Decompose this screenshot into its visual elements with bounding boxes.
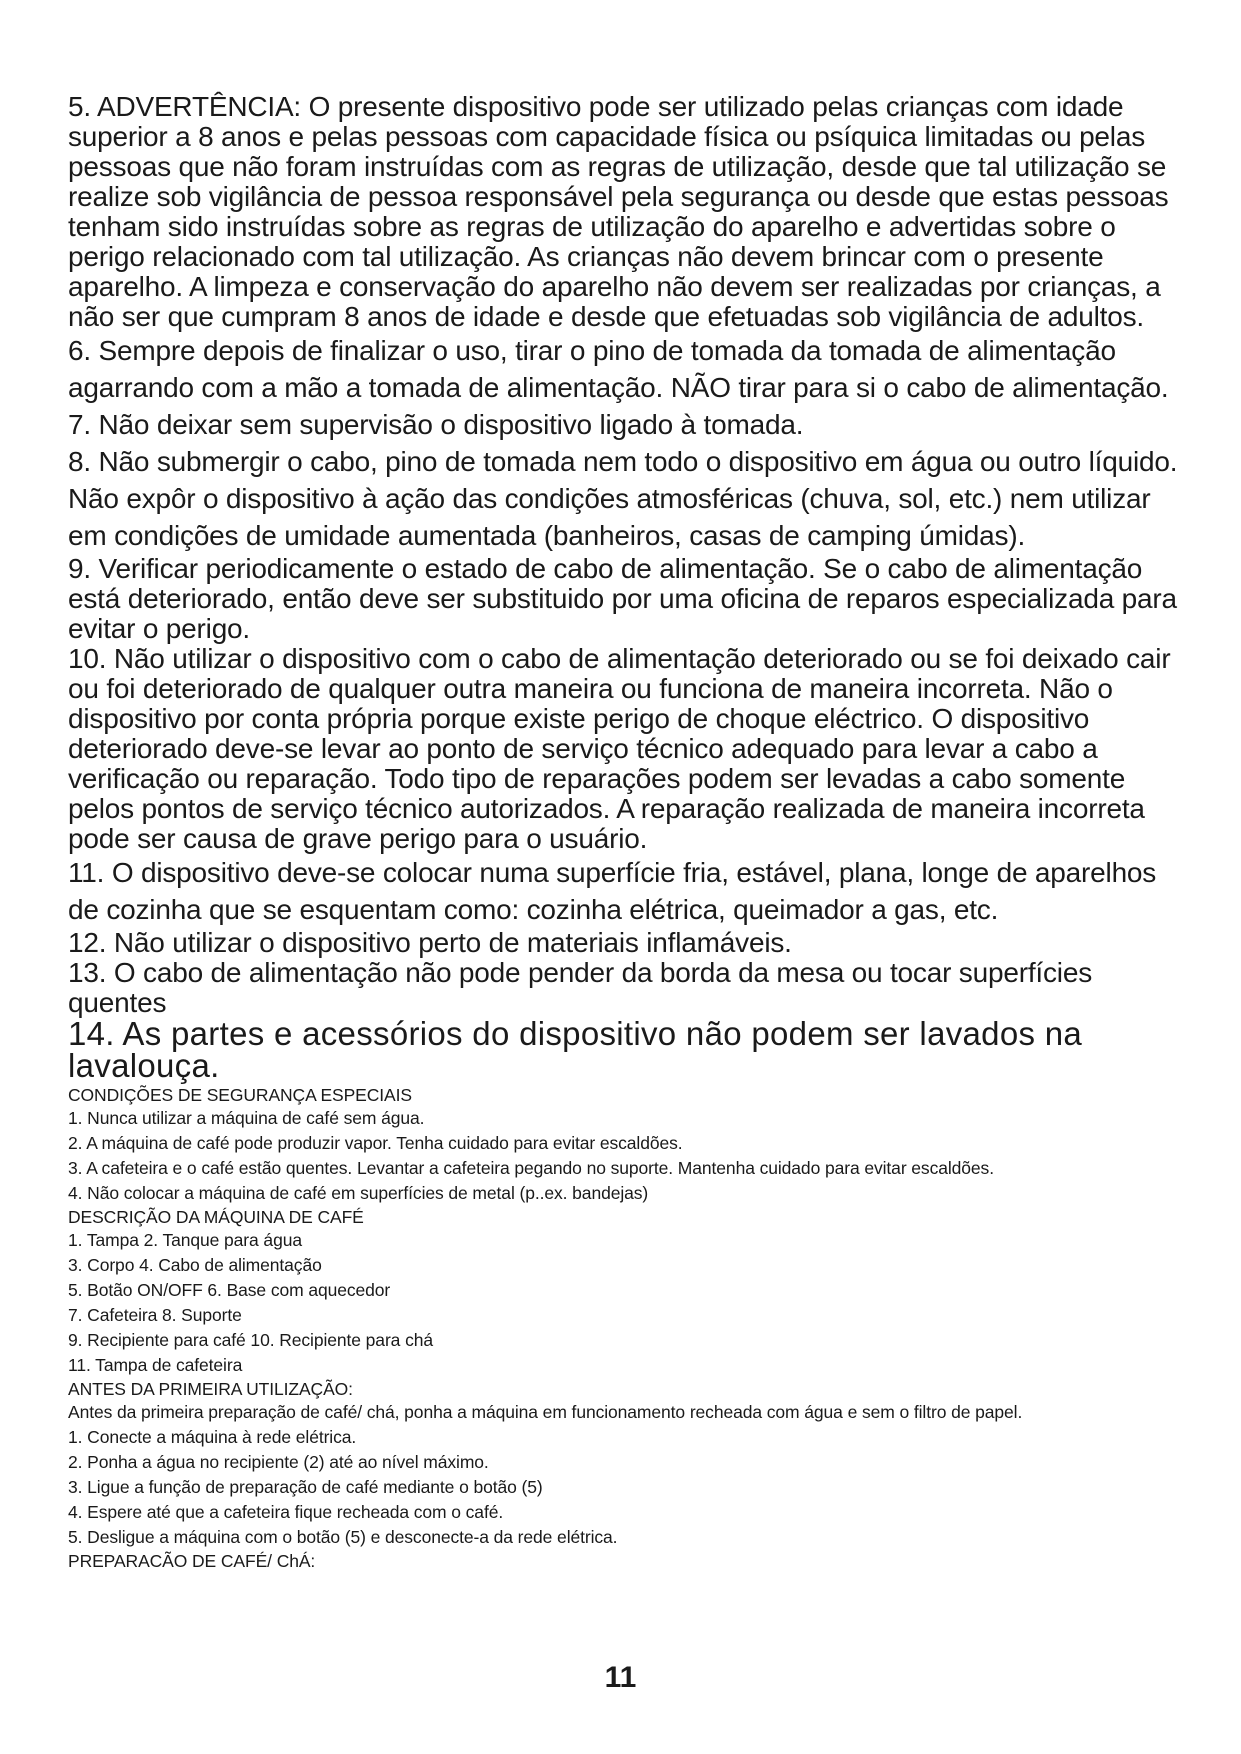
description-item: 3. Corpo 4. Cabo de alimentação (68, 1255, 322, 1275)
description-item: 5. Botão ON/OFF 6. Base com aquecedor (68, 1280, 391, 1300)
description-item: 1. Tampa 2. Tanque para água (68, 1230, 302, 1250)
warning-item-9: 9. Verificar periodicamente o estado de cabo de alimentação. Se o cabo de alimentação está deteriorado, então deve ser substituido por uma oficina de reparos especializada para evitar o perigo. (68, 553, 1177, 644)
special-safety-item: 3. A cafeteira e o café estão quentes. Levantar a cafeteira pegando no suporte. Mantenha cuidado para evitar escaldões. (68, 1158, 994, 1178)
first-use-step: 3. Ligue a função de preparação de café mediante o botão (5) (68, 1477, 543, 1497)
warning-item-5: 5. ADVERTÊNCIA: O presente dispositivo pode ser utilizado pelas crianças com idade superior a 8 anos e pelas pessoas com capacidade física ou psíquica limitadas ou pelas pessoas que não foram instruídas com as regras de utilização, desde que tal utilização se realize sob vigilância de pessoa responsável pela segurança ou desde que estas pessoas tenham sido instruídas sobre as regras de utilização do aparelho e advertidas sobre o perigo relacionado com tal utilização. As crianças não devem brincar com o presente aparelho. A limpeza e conservação do aparelho não devem ser realizadas por crianças, a não ser que cumpram 8 anos de idade e desde que efetuadas sob vigilância de adultos. (68, 91, 1169, 332)
warning-item-10: 10. Não utilizar o dispositivo com o cabo de alimentação deteriorado ou se foi deixado cair ou foi deteriorado de qualquer outra maneira ou funciona de maneira incorreta. Não o dispositivo por conta própria porque existe perigo de choque eléctrico. O dispositivo deteriorado deve-se levar ao ponto de serviço técnico adequado para levar a cabo a verificação ou reparação. Todo tipo de reparações podem ser levadas a cabo somente pelos pontos de serviço técnico autorizados. A reparação realizada de maneira incorreta pode ser causa de grave perigo para o usuário. (68, 643, 1171, 854)
warning-item-13: 13. O cabo de alimentação não pode pender da borda da mesa ou tocar superfícies quentes (68, 957, 1093, 1018)
page-content (68, 92, 1180, 1572)
description-item: 9. Recipiente para café 10. Recipiente para chá (68, 1330, 433, 1350)
first-use-intro: Antes da primeira preparação de café/ chá, ponha a máquina em funcionamento recheada com água e sem o filtro de papel. (68, 1402, 1023, 1422)
warnings-section (68, 92, 1180, 1082)
preparation-heading: PREPARACÃO DE CAFÉ/ ChÁ: (68, 1551, 316, 1571)
page-number: 11 (604, 1661, 637, 1694)
description-heading: DESCRIÇÃO DA MÁQUINA DE CAFÉ (68, 1207, 364, 1227)
first-use-step: 2. Ponha a água no recipiente (2) até ao nível máximo. (68, 1452, 489, 1472)
first-use-step: 1. Conecte a máquina à rede elétrica. (68, 1427, 357, 1447)
instructions-section (68, 1084, 1180, 1572)
first-use-step: 5. Desligue a máquina com o botão (5) e desconecte-a da rede elétrica. (68, 1527, 618, 1547)
warning-item-8: 8. Não submergir o cabo, pino de tomada nem todo o dispositivo em água ou outro líquido. Não expôr o dispositivo à ação das condições atmosféricas (chuva, sol, etc.) nem utilizar em condições de umidade aumentada (banheiros, casas de camping úmidas). (68, 446, 1178, 551)
warning-item-6: 6. Sempre depois de finalizar o uso, tirar o pino de tomada da tomada de alimentação agarrando com a mão a tomada de alimentação. NÃO tirar para si o cabo de alimentação. (68, 335, 1169, 403)
first-use-step: 4. Espere até que a cafeteira fique recheada com o café. (68, 1502, 504, 1522)
warning-item-12: 12. Não utilizar o dispositivo perto de materiais inflamáveis. (68, 927, 792, 958)
description-item: 11. Tampa de cafeteira (68, 1355, 243, 1375)
description-item: 7. Cafeteira 8. Suporte (68, 1305, 242, 1325)
special-safety-item: 1. Nunca utilizar a máquina de café sem água. (68, 1108, 425, 1128)
first-use-heading: ANTES DA PRIMEIRA UTILIZAÇÃO: (68, 1379, 353, 1399)
warning-item-7: 7. Não deixar sem supervisão o dispositivo ligado à tomada. (68, 409, 804, 440)
special-safety-item: 4. Não colocar a máquina de café em superfícies de metal (p..ex. bandejas) (68, 1183, 649, 1203)
special-safety-item: 2. A máquina de café pode produzir vapor. Tenha cuidado para evitar escaldões. (68, 1133, 683, 1153)
special-safety-heading: CONDIÇÕES DE SEGURANÇA ESPECIAIS (68, 1085, 412, 1105)
warning-item-14: 14. As partes e acessórios do dispositivo não podem ser lavados na lavalouça. (68, 1015, 1083, 1084)
warning-item-11: 11. O dispositivo deve-se colocar numa superfície fria, estável, plana, longe de aparelhos de cozinha que se esquentam como: cozinha elétrica, queimador a gas, etc. (68, 857, 1157, 925)
